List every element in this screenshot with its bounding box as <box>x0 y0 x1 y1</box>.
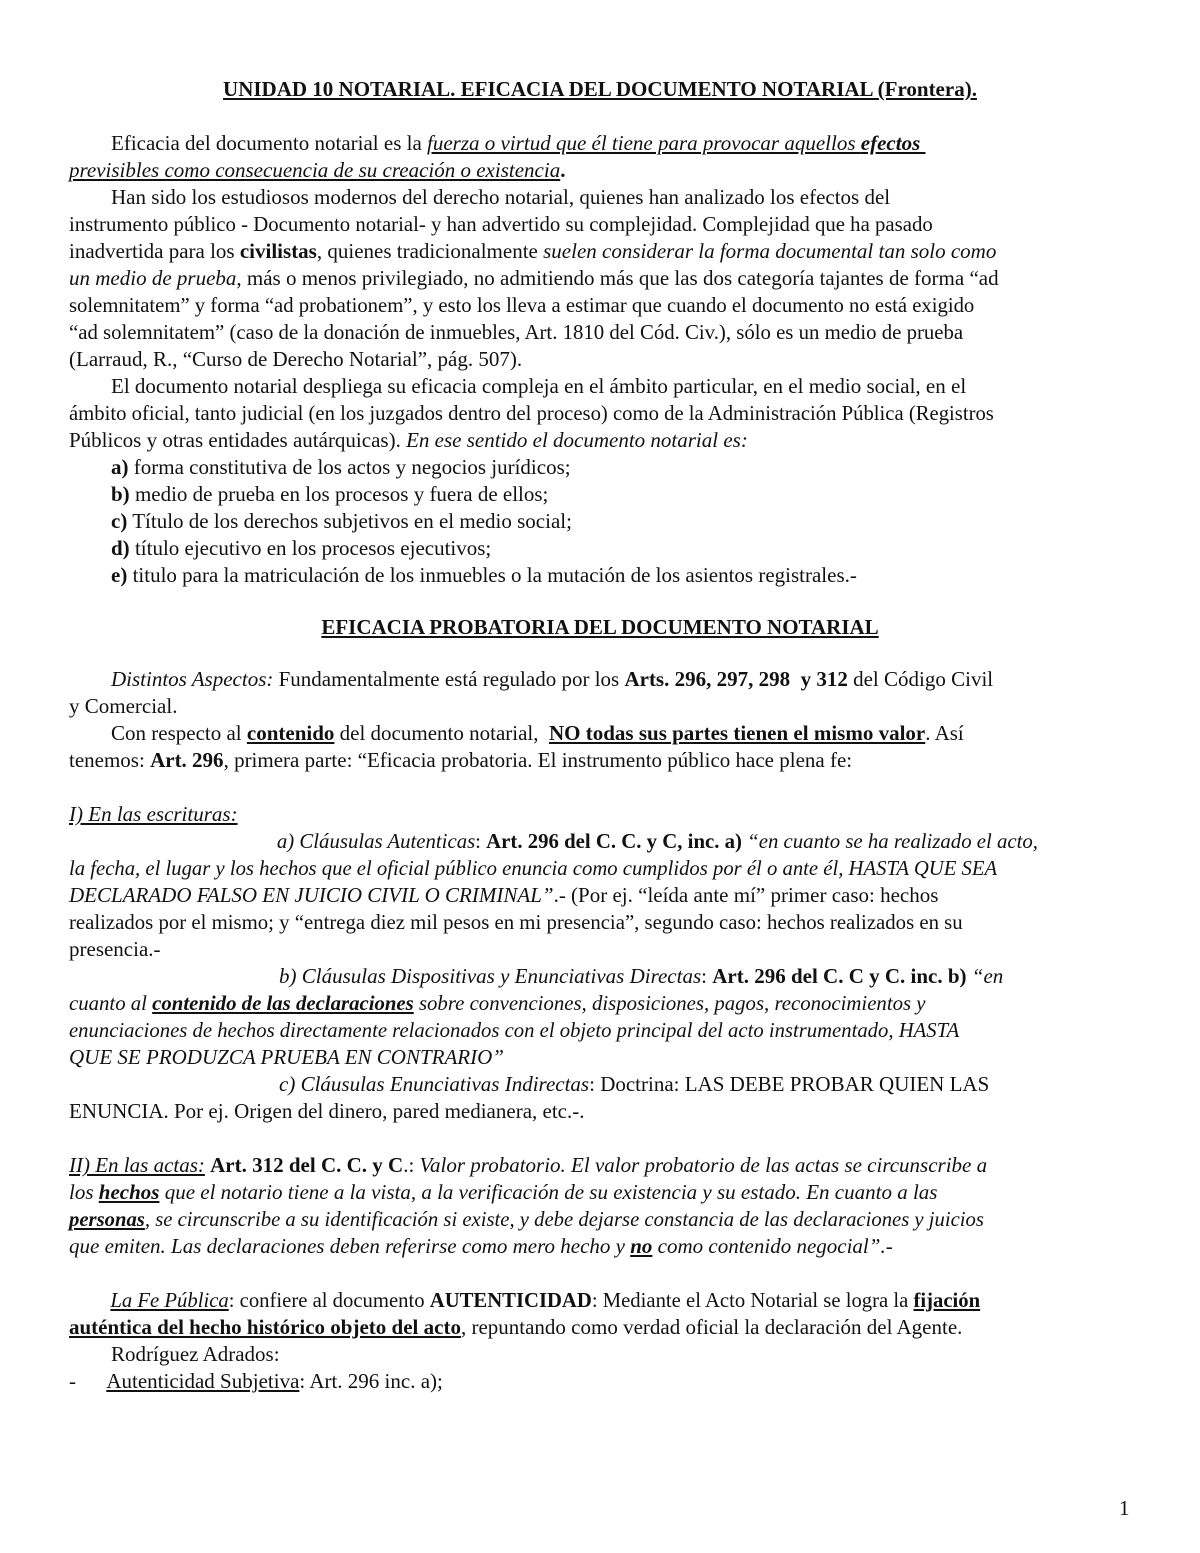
text-run: que el notario tiene a la vista, a la verificación de su existencia y su estado. En cuanto a las <box>159 1180 938 1204</box>
text-run: los <box>69 1180 99 1204</box>
text-run: : Art. 296 inc. a); <box>299 1369 443 1393</box>
text-line <box>69 238 996 265</box>
text-line <box>69 292 974 319</box>
text-run: contenido <box>246 721 335 745</box>
text-run: Art. 312 del C. C. y C <box>210 1153 404 1177</box>
text-run: Art. 296 del C. C y C. inc. b) <box>712 964 967 988</box>
text-run: , quienes tradicionalmente <box>316 239 544 263</box>
text-line <box>69 481 548 508</box>
text-run: El documento notarial despliega su eficacia compleja en el ámbito particular, en el medio social, en el <box>69 374 967 398</box>
text-line <box>69 1341 280 1368</box>
text-line <box>69 666 993 693</box>
text-run <box>69 563 111 587</box>
text-run: a) Cláusulas Autenticas <box>276 829 476 853</box>
text-line <box>69 211 933 238</box>
text-line <box>69 828 1038 855</box>
text-run: “ad solemnitatem” (caso de la donación de inmuebles, Art. 1810 del Cód. Civ.), sólo es un medio de prueba <box>69 320 964 344</box>
text-run: Autenticidad Subjetiva <box>106 1369 300 1393</box>
text-run: , más o menos privilegiado, no admitiendo más que las dos categoría tajantes de forma “ad <box>236 266 999 290</box>
text-run: .- (Por ej. “leída ante mí” primer caso: hechos <box>553 883 939 907</box>
text-line <box>69 882 938 909</box>
text-run: (Larraud, R., “Curso de Derecho Notarial”, pág. 507). <box>69 347 523 371</box>
text-run <box>69 1072 279 1096</box>
text-run: hechos <box>98 1180 160 1204</box>
text-run: suelen considerar la forma documental tan solo como <box>543 239 997 263</box>
text-run: solemnitatem” y forma “ad probationem”, y esto los lleva a estimar que cuando el documento no está exigido <box>69 293 975 317</box>
text-run: ENUNCIA. Por ej. Origen del dinero, pared medianera, etc.-. <box>69 1099 585 1123</box>
text-line <box>69 990 926 1017</box>
text-line <box>69 936 161 963</box>
text-run <box>69 509 111 533</box>
text-run: Título de los derechos subjetivos en el medio social; <box>127 509 572 533</box>
text-run: instrumento público - Documento notarial- y han advertido su complejidad. Complejidad que ha pasado <box>69 212 933 236</box>
text-line <box>69 535 491 562</box>
text-run: En ese sentido el documento notarial es: <box>406 428 748 452</box>
text-run: realizados por el mismo; y “entrega diez mil pesos en mi presencia”, segundo caso: hechos realizados en su <box>69 910 963 934</box>
text-run: civilistas <box>239 239 317 263</box>
text-run: Art. 296 del C. C. y C, inc. a) <box>486 829 742 853</box>
text-run: Arts. 296, 297, 298 y 312 <box>624 667 848 691</box>
text-run: Distintos Aspectos: <box>111 667 274 691</box>
text-run: Públicos y otras entidades autárquicas). <box>69 428 407 452</box>
text-run: y Comercial. <box>69 694 178 718</box>
text-run: NO todas sus partes tienen el mismo valor <box>549 721 926 745</box>
text-run: e) <box>111 563 128 587</box>
text-run: c) <box>111 509 128 533</box>
text-run <box>69 829 277 853</box>
text-run: medio de prueba en los procesos y fuera de ellos; <box>129 482 549 506</box>
text-line <box>69 454 571 481</box>
text-line <box>69 693 177 720</box>
text-run: II) En las actas: <box>69 1153 205 1177</box>
text-run: “en <box>971 964 1004 988</box>
text-run: Fundamentalmente está regulado por los <box>273 667 625 691</box>
text-run: titulo para la matriculación de los inmuebles o la mutación de los asientos registrales.- <box>127 563 857 587</box>
text-run: forma constitutiva de los actos y negocios jurídicos; <box>128 455 571 479</box>
text-run: . Así <box>925 721 964 745</box>
text-line <box>69 562 857 589</box>
text-line <box>69 1152 987 1179</box>
text-run: personas <box>69 1207 145 1231</box>
text-line <box>69 427 748 454</box>
text-run: presencia.- <box>69 937 161 961</box>
text-line <box>69 1071 989 1098</box>
text-run: , primera parte: “Eficacia probatoria. El instrumento público hace plena fe: <box>223 748 853 772</box>
text-line <box>69 1314 962 1341</box>
text-run: DECLARADO FALSO EN JUICIO CIVIL O CRIMINAL” <box>69 883 554 907</box>
text-run: AUTENTICIDAD <box>429 1288 592 1312</box>
text-line <box>69 184 890 211</box>
text-run: Art. 296 <box>150 748 224 772</box>
text-run: , repuntando como verdad oficial la declaración del Agente. <box>460 1315 963 1339</box>
text-line <box>69 963 1003 990</box>
text-line <box>69 720 964 747</box>
text-line <box>69 1368 443 1395</box>
text-run: d) <box>111 536 130 560</box>
text-run: fijación <box>913 1288 981 1312</box>
text-run: : Mediante el Acto Notarial se logra la <box>591 1288 914 1312</box>
text-run: fuerza o virtud que él tiene para provocar aquellos <box>427 131 861 155</box>
text-run: previsibles como consecuencia de su creación o existencia <box>69 158 561 182</box>
text-run: “en cuanto se ha realizado el acto, <box>747 829 1038 853</box>
text-run: Eficacia del documento notarial es la <box>69 131 428 155</box>
text-line <box>69 1098 584 1125</box>
text-run <box>69 667 111 691</box>
text-run: . <box>560 158 566 182</box>
text-line <box>69 346 522 373</box>
text-run: Han sido los estudiosos modernos del derecho notarial, quienes han analizado los efectos del <box>69 185 891 209</box>
text-run: contenido de las declaraciones <box>152 991 414 1015</box>
text-run <box>69 964 279 988</box>
text-line <box>69 319 963 346</box>
text-run: , se circunscribe a su identificación si existe, y debe dejarse constancia de las declaraciones y juicios <box>144 1207 984 1231</box>
text-run: la fecha, el lugar y los hechos que el oficial público enuncia como cumplidos por él o ante él, HASTA QUE SEA <box>69 856 998 880</box>
text-line <box>69 1044 504 1071</box>
text-run <box>69 536 111 560</box>
text-run: efectos <box>860 131 926 155</box>
text-run: b) <box>111 482 130 506</box>
text-run: del Código Civil <box>847 667 994 691</box>
text-run: Valor probatorio. El valor probatorio de las actas se circunscribe a <box>419 1153 988 1177</box>
text-run: cuanto al <box>69 991 153 1015</box>
document-title: UNIDAD 10 NOTARIAL. EFICACIA DEL DOCUMENTO NOTARIAL (Frontera). <box>223 77 977 101</box>
text-run: La Fe Pública <box>110 1288 229 1312</box>
text-line <box>69 508 572 535</box>
text-run: Rodríguez Adrados: <box>69 1342 280 1366</box>
text-run: : <box>701 964 713 988</box>
text-run: c) Cláusulas Enunciativas Indirectas <box>279 1072 590 1096</box>
text-run: - <box>69 1369 107 1393</box>
text-run <box>69 482 111 506</box>
text-run: del documento notarial, <box>334 721 549 745</box>
text-run: sobre convenciones, disposiciones, pagos, reconocimientos y <box>413 991 926 1015</box>
text-line <box>69 1233 893 1260</box>
text-line <box>69 747 852 774</box>
text-run: .: <box>403 1153 420 1177</box>
text-run: I) En las escrituras: <box>69 802 238 826</box>
text-line <box>69 400 994 427</box>
text-line <box>69 801 238 828</box>
text-run: auténtica del hecho histórico objeto del acto <box>69 1315 461 1339</box>
text-run: : <box>475 829 487 853</box>
text-run: un medio de prueba <box>69 266 237 290</box>
text-run: que emiten. Las declaraciones deben referirse como mero hecho y <box>69 1234 631 1258</box>
text-run: ámbito oficial, tanto judicial (en los juzgados dentro del proceso) como de la Administración Pública (Registros <box>69 401 994 425</box>
text-line <box>69 1179 937 1206</box>
text-run: : confiere al documento <box>228 1288 430 1312</box>
text-run: enunciaciones de hechos directamente relacionados con el objeto principal del acto instrumentado, HASTA <box>69 1018 960 1042</box>
text-line <box>69 855 997 882</box>
section-heading: EFICACIA PROBATORIA DEL DOCUMENTO NOTARIAL <box>321 615 879 639</box>
text-line <box>69 157 565 184</box>
text-run <box>69 455 111 479</box>
text-run: Con respecto al <box>69 721 247 745</box>
text-run: QUE SE PRODUZCA PRUEBA EN CONTRARIO” <box>69 1045 504 1069</box>
text-run: título ejecutivo en los procesos ejecutivos; <box>129 536 492 560</box>
text-run <box>69 1288 110 1312</box>
text-run: como contenido negocial”.- <box>652 1234 893 1258</box>
text-line <box>69 130 926 157</box>
text-line <box>69 1287 980 1314</box>
text-line <box>69 909 963 936</box>
text-line <box>69 1017 959 1044</box>
text-run: b) Cláusulas Dispositivas y Enunciativas Directas <box>279 964 702 988</box>
text-line <box>69 265 999 292</box>
page-number: 1 <box>1119 1496 1130 1520</box>
text-run: a) <box>111 455 129 479</box>
text-run: no <box>630 1234 653 1258</box>
text-run: : Doctrina: LAS DEBE PROBAR QUIEN LAS <box>589 1072 990 1096</box>
text-run: tenemos: <box>69 748 151 772</box>
text-line <box>69 373 966 400</box>
text-line <box>69 1206 984 1233</box>
text-run: inadvertida para los <box>69 239 240 263</box>
